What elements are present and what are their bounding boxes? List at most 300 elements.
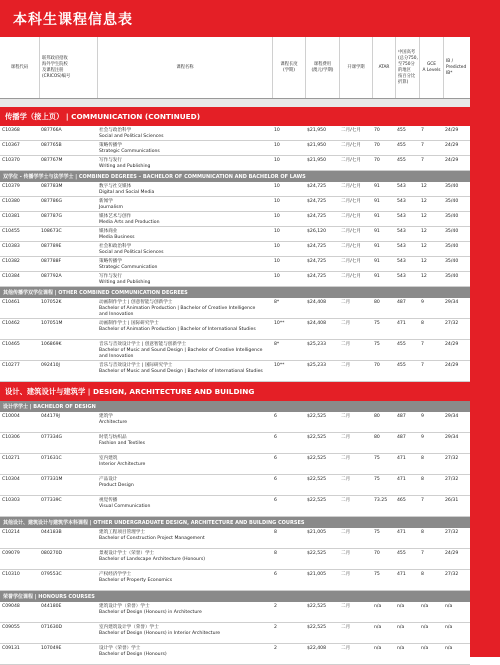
duration: 10**	[274, 321, 285, 326]
gce: 7	[421, 143, 424, 148]
fee: $21,005	[307, 530, 326, 535]
table-row	[0, 433, 470, 454]
course-code: C09079	[2, 551, 20, 556]
table-header	[0, 37, 470, 98]
duration: 10**	[274, 363, 285, 368]
intake: 二月/七月	[341, 158, 361, 163]
course-code: C10455	[2, 229, 20, 234]
course-code: C10310	[2, 572, 20, 577]
intake: 二月	[341, 551, 351, 556]
ib: 24/29	[445, 551, 459, 556]
ib: 24/29	[445, 363, 459, 368]
gaokao: 487	[397, 300, 406, 305]
atar: 70	[374, 158, 380, 163]
fee: $22,525	[307, 456, 326, 461]
cricos-code: 087789E	[41, 244, 62, 249]
course-code: C10271	[2, 456, 20, 461]
subsection-heading: 荣誉学位课程 | HONOURS COURSES	[0, 591, 470, 602]
cricos-code: 106869K	[41, 342, 62, 347]
gaokao: 455	[397, 158, 406, 163]
fee: $22,525	[307, 604, 326, 609]
ib: n/a	[445, 646, 453, 651]
table-row	[0, 242, 470, 257]
course-name-en: Writing and Publishing	[99, 164, 151, 169]
table-row	[0, 182, 470, 197]
course-code: C10465	[2, 342, 20, 347]
duration: 8*	[274, 342, 280, 347]
duration: 2	[274, 604, 277, 609]
fee: $21,950	[307, 143, 326, 148]
gaokao: 471	[397, 321, 406, 326]
gce: 7	[421, 158, 424, 163]
fee: $21,005	[307, 572, 326, 577]
intake: 二月	[341, 572, 351, 577]
atar: 73.25	[374, 498, 388, 503]
course-name	[99, 184, 265, 196]
gce: 12	[421, 184, 427, 189]
course-code: C10304	[2, 477, 20, 482]
course-name-zh: 动画制作学士 | 创意智能与创新学士	[99, 300, 173, 305]
duration: 10	[274, 229, 280, 234]
gaokao: 543	[397, 229, 406, 234]
course-name-en: Bachelor of Property Economics	[99, 578, 173, 583]
table-row	[0, 227, 470, 242]
course-name-zh: 数字与社交媒体	[99, 184, 132, 189]
course-name-zh: 产品设计	[99, 477, 118, 482]
ib: 35/40	[445, 214, 459, 219]
gce: 8	[421, 477, 424, 482]
duration: 6	[274, 498, 277, 503]
intake: 二月/七月	[341, 143, 361, 148]
table-row	[0, 141, 470, 156]
table-row	[0, 528, 470, 549]
header-gce: GCE A Levels	[419, 37, 443, 98]
course-name	[99, 625, 265, 637]
table-row	[0, 272, 470, 287]
course-name-zh: 音乐与音效设计学士 | 创意智能与创新学士	[99, 342, 187, 347]
course-name-zh: 动画制作学士 | 国际研究学士	[99, 321, 159, 326]
fee: $25,233	[307, 363, 326, 368]
course-name	[99, 342, 265, 360]
gaokao: 455	[397, 128, 406, 133]
ib: 29/34	[445, 300, 459, 305]
cricos-code: 108673C	[41, 229, 62, 234]
duration: 10	[274, 128, 280, 133]
table-row	[0, 496, 470, 517]
gce: 7	[421, 128, 424, 133]
atar: 75	[374, 342, 380, 347]
atar: 91	[374, 259, 380, 264]
gaokao: 471	[397, 572, 406, 577]
ib: 24/29	[445, 158, 459, 163]
fee: $24,725	[307, 259, 326, 264]
fee: $22,525	[307, 477, 326, 482]
ib: 29/34	[445, 435, 459, 440]
course-name-en: Product Design	[99, 483, 134, 488]
intake: 二月	[341, 300, 351, 305]
course-name-en: Interior Architecture	[99, 462, 146, 467]
gaokao: 455	[397, 363, 406, 368]
gce: 8	[421, 572, 424, 577]
course-name	[99, 214, 265, 226]
cricos-code: 044179J	[41, 414, 60, 419]
gce: n/a	[421, 604, 429, 609]
table-row	[0, 126, 470, 141]
intake: 二月	[341, 435, 351, 440]
duration: 10	[274, 184, 280, 189]
gce: 12	[421, 229, 427, 234]
cricos-code: 087767M	[41, 158, 63, 163]
atar: 75	[374, 321, 380, 326]
ib: 26/31	[445, 498, 459, 503]
atar: n/a	[374, 646, 382, 651]
atar: 75	[374, 572, 380, 577]
duration: 6	[274, 414, 277, 419]
gce: 12	[421, 274, 427, 279]
course-name-zh: 策略传播学	[99, 143, 122, 148]
header-atar: ATAR	[372, 37, 395, 98]
course-name-zh: 建筑工程项目管理学士	[99, 530, 145, 535]
intake: 二月	[341, 498, 351, 503]
course-code: C09048	[2, 604, 20, 609]
course-code: C10382	[2, 259, 20, 264]
course-code: C10461	[2, 300, 20, 305]
subsection-heading: 设计学学士 | BACHELOR OF DESIGN	[0, 401, 470, 412]
course-table	[0, 107, 470, 665]
title-bar	[0, 0, 500, 37]
gce: n/a	[421, 625, 429, 630]
course-code: C09055	[2, 625, 20, 630]
cricos-code: 087788F	[41, 259, 62, 264]
course-name-zh: 媒体艺术与创作	[99, 214, 132, 219]
fee: $24,725	[307, 214, 326, 219]
course-name-zh: 音乐与音效设计学士 | 国际研究学士	[99, 363, 173, 368]
cricos-code: 092410J	[41, 363, 60, 368]
gaokao: 471	[397, 530, 406, 535]
cricos-code: 087792A	[41, 274, 62, 279]
course-code: C10462	[2, 321, 20, 326]
header-duration: 课程长度 (学期)	[272, 37, 305, 98]
course-code: C10367	[2, 143, 20, 148]
atar: 75	[374, 477, 380, 482]
course-name-en: Bachelor of Design (Honours) in Interior Architecture	[99, 631, 221, 636]
course-name-zh: 新闻学	[99, 199, 113, 204]
duration: 8*	[274, 300, 280, 305]
course-name	[99, 143, 265, 155]
atar: 91	[374, 229, 380, 234]
table-row	[0, 412, 470, 433]
table-row	[0, 361, 470, 382]
intake: 二月/七月	[341, 184, 361, 189]
course-name	[99, 363, 265, 375]
gaokao: 455	[397, 342, 406, 347]
fee: $22,525	[307, 498, 326, 503]
duration: 10	[274, 244, 280, 249]
table-row	[0, 156, 470, 171]
atar: 80	[374, 435, 380, 440]
cricos-code: 079553C	[41, 572, 62, 577]
cricos-code: 044180E	[41, 604, 62, 609]
atar: 91	[374, 214, 380, 219]
fee: $24,725	[307, 199, 326, 204]
course-name-zh: 设计学（荣誉）学士	[99, 646, 141, 651]
gaokao: 455	[397, 143, 406, 148]
course-name-en: Social and Political Sciences	[99, 134, 164, 139]
ib: 35/40	[445, 184, 459, 189]
course-name-zh: 写作与发行	[99, 274, 122, 279]
subsection-heading: 其他设计、建筑设计与建筑学本科课程 | OTHER UNDERGRADUATE DESIGN, ARCHITECTURE AND BUILDING COURSES	[0, 517, 470, 528]
duration: 6	[274, 572, 277, 577]
atar: 80	[374, 300, 380, 305]
gaokao: 487	[397, 435, 406, 440]
duration: 10	[274, 274, 280, 279]
header-gap	[0, 99, 470, 107]
course-name-zh: 建筑学	[99, 414, 113, 419]
course-name-zh: 室内建筑	[99, 456, 118, 461]
course-name-en: Bachelor of Design (Honours) in Architecture	[99, 610, 202, 615]
cricos-code: 087786G	[41, 199, 63, 204]
cricos-code: 087766A	[41, 128, 62, 133]
duration: 10	[274, 143, 280, 148]
course-name	[99, 321, 265, 333]
table-row	[0, 454, 470, 475]
atar: 80	[374, 414, 380, 419]
gce: 7	[421, 551, 424, 556]
fee: $22,525	[307, 551, 326, 556]
course-name-en: Bachelor of Animation Production | Bachelor of International Studies	[99, 327, 256, 332]
atar: 70	[374, 143, 380, 148]
course-name-en: Digital and Social Media	[99, 190, 155, 195]
course-name-en: Bachelor of Construction Project Management	[99, 536, 205, 541]
duration: 10	[274, 158, 280, 163]
course-code: C10306	[2, 435, 20, 440]
atar: 70	[374, 363, 380, 368]
course-name	[99, 604, 265, 616]
duration: 8	[274, 551, 277, 556]
course-name	[99, 229, 265, 241]
course-name	[99, 244, 265, 256]
duration: 6	[274, 435, 277, 440]
intake: 二月	[341, 321, 351, 326]
course-name	[99, 199, 265, 211]
intake: 二月/七月	[341, 214, 361, 219]
gaokao: 465	[397, 498, 406, 503]
ib: 35/40	[445, 229, 459, 234]
course-name-zh: 社会与政治科学	[99, 128, 132, 133]
course-name-en: Architecture	[99, 420, 128, 425]
course-code: C10380	[2, 199, 20, 204]
gce: 12	[421, 199, 427, 204]
gaokao: 543	[397, 259, 406, 264]
gaokao: 543	[397, 214, 406, 219]
subsection-heading: 其他传播学双学位课程 | OTHER COMBINED COMMUNICATION DEGREES	[0, 287, 470, 298]
header-course-code: 课程代码	[10, 64, 29, 70]
intake: 二月	[341, 646, 351, 651]
course-name-en: Journalism	[99, 205, 124, 210]
duration: 2	[274, 625, 277, 630]
intake: 二月	[341, 363, 351, 368]
atar: 91	[374, 274, 380, 279]
course-name	[99, 128, 265, 140]
course-code: C10384	[2, 274, 20, 279]
atar: n/a	[374, 625, 382, 630]
gaokao: 487	[397, 414, 406, 419]
course-name-zh: 视觉传播	[99, 498, 118, 503]
duration: 10	[274, 214, 280, 219]
gce: n/a	[421, 646, 429, 651]
cricos-code: 077339C	[41, 498, 62, 503]
gce: 9	[421, 414, 424, 419]
gce: 7	[421, 342, 424, 347]
atar: n/a	[374, 604, 382, 609]
course-name-en: Fashion and Textiles	[99, 441, 145, 446]
table-row	[0, 623, 470, 644]
header-intake: 开课学期	[339, 37, 372, 98]
atar: 70	[374, 128, 380, 133]
gce: 9	[421, 435, 424, 440]
course-name-en: Bachelor of Music and Sound Design | Bachelor of Creative Intelligence and Innovation	[99, 348, 263, 359]
course-name	[99, 572, 265, 584]
duration: 6	[274, 477, 277, 482]
ib: 35/40	[445, 274, 459, 279]
course-name-zh: 社会和政治科学	[99, 244, 132, 249]
gaokao: 455	[397, 551, 406, 556]
ib: 35/40	[445, 259, 459, 264]
fee: $24,408	[307, 300, 326, 305]
course-name-zh: 写作与发行	[99, 158, 122, 163]
fee: $22,408	[307, 646, 326, 651]
cricos-code: 087787G	[41, 214, 63, 219]
cricos-code: 071631C	[41, 456, 62, 461]
side-accent	[470, 37, 500, 657]
course-name-zh: 室内建筑设计学（荣誉）学士	[99, 625, 159, 630]
course-code: C10381	[2, 214, 20, 219]
intake: 二月/七月	[341, 259, 361, 264]
ib: 24/29	[445, 128, 459, 133]
fee: $24,408	[307, 321, 326, 326]
section-heading: 设计、建筑设计与建筑学 | DESIGN, ARCHITECTURE AND BUILDING	[0, 382, 470, 401]
course-name-en: Strategic Communications	[99, 149, 160, 154]
course-name-en: Bachelor of Animation Production | Bachelor of Creative Intelligence and Innovation	[99, 306, 256, 317]
header-fee: 课程费用 (澳元/学期)	[305, 37, 339, 98]
gce: 12	[421, 214, 427, 219]
course-name	[99, 530, 265, 542]
table-row	[0, 298, 470, 319]
atar: 75	[374, 530, 380, 535]
course-code: C10214	[2, 530, 20, 535]
intake: 二月/七月	[341, 199, 361, 204]
gaokao: n/a	[397, 604, 405, 609]
course-name-zh: 策略传播学	[99, 259, 122, 264]
course-code: C10370	[2, 158, 20, 163]
table-row	[0, 602, 470, 623]
ib: 27/32	[445, 572, 459, 577]
table-row	[0, 212, 470, 227]
section-heading: 传播学（接上页） | COMMUNICATION (CONTINUED)	[0, 107, 470, 126]
gaokao: n/a	[397, 646, 405, 651]
intake: 二月	[341, 414, 351, 419]
course-name	[99, 498, 265, 510]
gaokao: 471	[397, 456, 406, 461]
gce: 9	[421, 300, 424, 305]
course-name	[99, 477, 265, 489]
cricos-code: 071630D	[41, 625, 63, 630]
intake: 二月	[341, 604, 351, 609]
course-name-zh: 景观设计学士（荣誉）学士	[99, 551, 155, 556]
course-name	[99, 414, 265, 426]
course-name-en: Writing and Publishing	[99, 280, 151, 285]
gaokao: 543	[397, 184, 406, 189]
ib: 29/34	[445, 414, 459, 419]
course-name	[99, 551, 265, 563]
course-name-en: Bachelor of Music and Sound Design | Bachelor of International Studies	[99, 369, 263, 374]
gce: 8	[421, 321, 424, 326]
ib: n/a	[445, 604, 453, 609]
intake: 二月/七月	[341, 274, 361, 279]
duration: 6	[274, 456, 277, 461]
duration: 8	[274, 530, 277, 535]
gce: 8	[421, 456, 424, 461]
course-name	[99, 435, 265, 447]
course-name	[99, 274, 265, 286]
header-gaokao: 中国高考 (总分750, 至750分 的地区 按百分比 折算)	[395, 37, 419, 98]
atar: 91	[374, 199, 380, 204]
course-name-en: Media Business	[99, 235, 135, 240]
ib: 27/32	[445, 321, 459, 326]
subsection-heading: 双学位 - 传播学学士与法学学士 | COMBINED DEGREES – BACHELOR OF COMMUNICATION AND BACHELOR OF LAWS	[0, 171, 470, 182]
page-title: 本科生课程信息表	[13, 12, 133, 28]
course-code: C10277	[2, 363, 20, 368]
table-row	[0, 340, 470, 361]
cricos-code: 044183B	[41, 530, 62, 535]
intake: 二月	[341, 477, 351, 482]
cricos-code: 087765B	[41, 143, 62, 148]
table-row	[0, 549, 470, 570]
atar: 91	[374, 184, 380, 189]
fee: $22,525	[307, 435, 326, 440]
ib: 35/40	[445, 244, 459, 249]
table-row	[0, 570, 470, 591]
fee: $24,725	[307, 244, 326, 249]
table-row	[0, 475, 470, 496]
course-name-en: Visual Communication	[99, 504, 151, 509]
gaokao: n/a	[397, 625, 405, 630]
fee: $26,120	[307, 229, 326, 234]
gaokao: 543	[397, 199, 406, 204]
ib: 27/32	[445, 477, 459, 482]
ib: 27/32	[445, 456, 459, 461]
fee: $24,725	[307, 274, 326, 279]
course-name-zh: 建筑设计学（荣誉）学士	[99, 604, 150, 609]
intake: 二月/七月	[341, 229, 361, 234]
fee: $21,950	[307, 128, 326, 133]
duration: 10	[274, 259, 280, 264]
cricos-code: 107052K	[41, 300, 62, 305]
fee: $22,525	[307, 414, 326, 419]
header-ib: IB / Predicted IB*	[443, 37, 470, 98]
fee: $21,950	[307, 158, 326, 163]
ib: 27/32	[445, 530, 459, 535]
duration: 10	[274, 199, 280, 204]
cricos-code: 107051M	[41, 321, 63, 326]
gce: 7	[421, 363, 424, 368]
fee: $25,233	[307, 342, 326, 347]
course-name-zh: 媒体商业	[99, 229, 118, 234]
gce: 8	[421, 530, 424, 535]
ib: 35/40	[445, 199, 459, 204]
course-name	[99, 456, 265, 468]
cricos-code: 077331M	[41, 477, 63, 482]
